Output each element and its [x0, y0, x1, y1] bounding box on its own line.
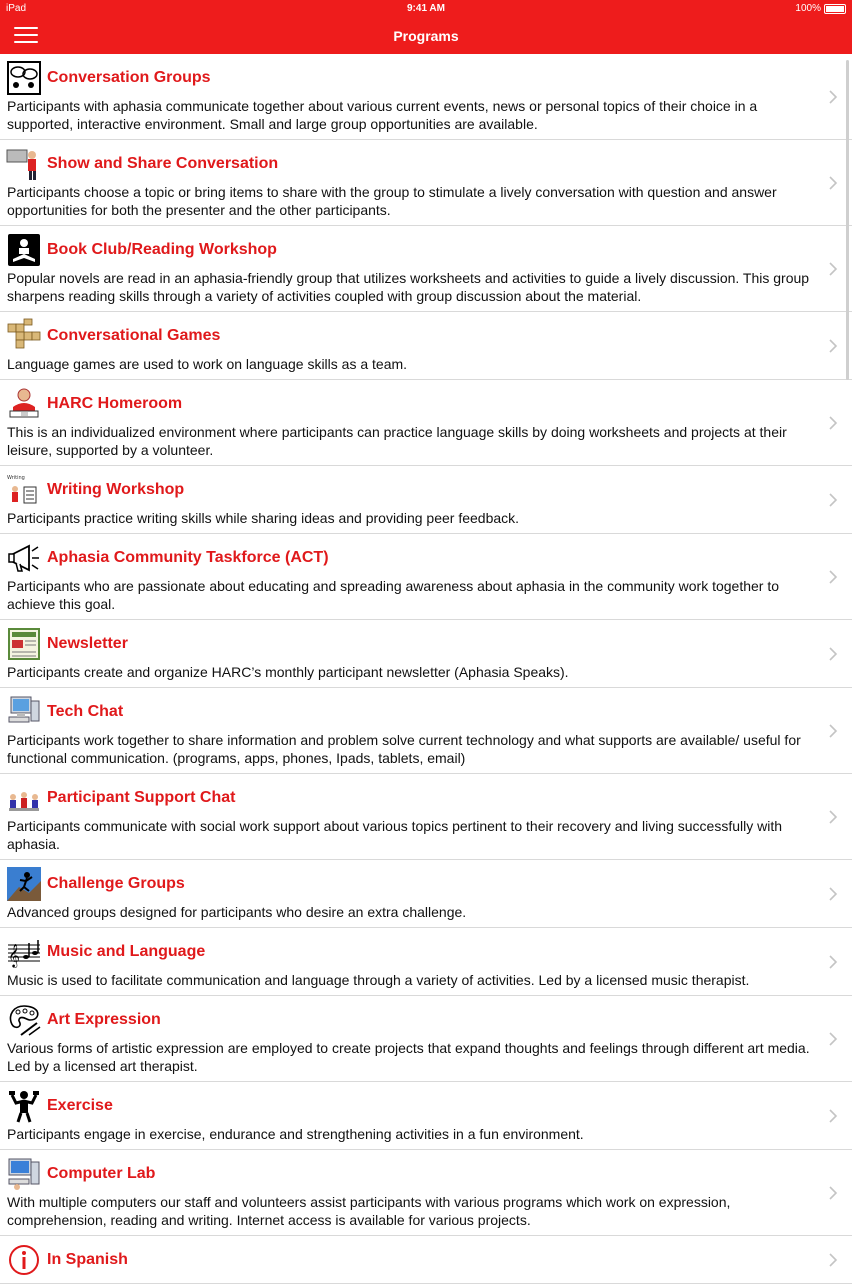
program-row[interactable]: [0, 226, 852, 312]
program-description: Participants communicate with social work support about various topics pertinent to their recovery and living successfully with aphasia.: [7, 818, 783, 852]
program-row[interactable]: [0, 620, 852, 688]
program-description: Participants who are passionate about educating and spreading awareness about aphasia in the community work together to achieve this goal.: [7, 578, 780, 612]
computer-lab-icon: [7, 1157, 41, 1191]
program-title: Show and Share Conversation: [47, 155, 279, 172]
chevron-right-icon: [828, 1031, 838, 1047]
program-row-header: [7, 1243, 812, 1277]
program-description: Various forms of artistic expression are employed to create projects that expand thoughts and feelings through different art media. Led by a licensed art therapist.: [7, 1040, 810, 1074]
chevron-right-icon: [828, 261, 838, 277]
program-description: Participants work together to share information and problem solve current technology and what supports are available/ useful for functional communication. (programs, apps, phones, Ipads, tablets, email): [7, 732, 801, 766]
program-description: Advanced groups designed for participants who desire an extra challenge.: [7, 904, 467, 920]
chevron-right-icon: [828, 886, 838, 902]
program-row-header: [7, 1003, 812, 1037]
program-title: Challenge Groups: [47, 875, 185, 892]
chevron-right-icon: [828, 569, 838, 585]
chevron-right-icon: [828, 89, 838, 105]
program-title: Exercise: [47, 1097, 113, 1114]
program-row-header: [7, 695, 812, 729]
chevron-right-icon: [828, 646, 838, 662]
program-description: Participants with aphasia communicate together about various current events, news or personal topics of their choice in a supported, interactive environment. Small and large group opportunities are available.: [7, 98, 758, 132]
program-description: Participants create and organize HARC’s monthly participant newsletter (Aphasia Speaks).: [7, 664, 569, 680]
program-row-header: [7, 935, 812, 969]
palette-icon: [7, 1003, 41, 1037]
program-description: With multiple computers our staff and volunteers assist participants with various programs which work on expression, comprehension, reading and writing. Internet access is available for various projects.: [7, 1194, 731, 1228]
music-notes-icon: [7, 935, 41, 969]
program-description: Participants practice writing skills while sharing ideas and providing peer feedback.: [7, 510, 520, 526]
program-row[interactable]: [0, 140, 852, 226]
program-row[interactable]: [0, 1150, 852, 1236]
status-time: 9:41 AM: [407, 3, 445, 14]
battery-percent: 100%: [795, 3, 821, 14]
presenter-icon: [7, 147, 41, 181]
program-row[interactable]: [0, 860, 852, 928]
chevron-right-icon: [828, 809, 838, 825]
program-row[interactable]: [0, 380, 852, 466]
program-row[interactable]: [0, 1236, 852, 1284]
svg-text:𝄞: 𝄞: [8, 943, 20, 967]
program-row[interactable]: [0, 1082, 852, 1150]
program-row-header: [7, 61, 812, 95]
chevron-right-icon: [828, 1185, 838, 1201]
chevron-right-icon: [828, 338, 838, 354]
program-row-header: [7, 627, 812, 661]
chevron-right-icon: [828, 1108, 838, 1124]
program-title: Tech Chat: [47, 703, 124, 720]
chevron-right-icon: [828, 954, 838, 970]
program-row[interactable]: [0, 688, 852, 774]
program-row-header: [7, 1157, 812, 1191]
battery-indicator: [795, 3, 846, 14]
program-row-header: [7, 867, 812, 901]
program-row-header: [7, 541, 812, 575]
support-group-icon: [7, 781, 41, 815]
climber-icon: [7, 867, 41, 901]
program-description: This is an individualized environment where participants can practice language skills by doing worksheets and projects at their leisure, supported by a volunteer.: [7, 424, 787, 458]
program-title: Music and Language: [47, 943, 206, 960]
chevron-right-icon: [828, 175, 838, 191]
program-title: Book Club/Reading Workshop: [47, 241, 277, 258]
program-description: Popular novels are read in an aphasia-friendly group that utilizes worksheets and activities to guide a lively discussion. This group sharpens reading skills through a variety of activities coupled with group discussion about the material.: [7, 270, 810, 304]
program-description: Language games are used to work on language skills as a team.: [7, 356, 408, 372]
conversation-icon: [7, 61, 41, 95]
program-description: Music is used to facilitate communication and language through a variety of activities. Led by a licensed music therapist.: [7, 972, 750, 988]
program-description: Participants choose a topic or bring items to share with the group to stimulate a lively conversation with question and answer opportunities for both the presenter and the other participants.: [7, 184, 777, 218]
program-title: Art Expression: [47, 1011, 161, 1028]
device-label: iPad: [6, 3, 27, 14]
exercise-icon: [7, 1089, 41, 1123]
program-row-header: [7, 387, 812, 421]
program-title: HARC Homeroom: [47, 395, 183, 412]
program-title: Newsletter: [47, 635, 128, 652]
program-row-header: [7, 473, 812, 507]
chevron-right-icon: [828, 723, 838, 739]
navigation-bar: [0, 18, 852, 54]
page-title: Programs: [393, 28, 459, 44]
program-title: Conversation Groups: [47, 69, 211, 86]
program-row[interactable]: [0, 928, 852, 996]
computer-icon: [7, 695, 41, 729]
program-row-header: [7, 233, 812, 267]
program-description: Participants engage in exercise, endurance and strengthening activities in a fun environment.: [7, 1126, 584, 1142]
megaphone-icon: [7, 541, 41, 575]
program-row-header: [7, 147, 812, 181]
reading-icon: [7, 233, 41, 267]
program-title: Aphasia Community Taskforce (ACT): [47, 549, 329, 566]
program-row[interactable]: [0, 466, 852, 534]
battery-icon: [824, 4, 846, 14]
info-icon: [7, 1243, 41, 1277]
program-row-header: [7, 1089, 812, 1123]
program-title: Conversational Games: [47, 327, 221, 344]
program-row-header: [7, 781, 812, 815]
student-desk-icon: [7, 387, 41, 421]
scrollbar[interactable]: [846, 60, 849, 380]
svg-text:Writing: Writing: [7, 475, 25, 481]
program-row[interactable]: [0, 312, 852, 380]
program-row[interactable]: [0, 774, 852, 860]
chevron-right-icon: [828, 415, 838, 431]
programs-list: [0, 54, 852, 1284]
crossword-icon: [7, 319, 41, 353]
program-row[interactable]: [0, 534, 852, 620]
program-title: Participant Support Chat: [47, 789, 236, 806]
program-title: In Spanish: [47, 1251, 128, 1268]
program-title: Writing Workshop: [47, 481, 185, 498]
chevron-right-icon: [828, 492, 838, 508]
program-row[interactable]: [0, 996, 852, 1082]
writing-icon: [7, 473, 41, 507]
status-bar: [0, 0, 852, 18]
chevron-right-icon: [828, 1252, 838, 1268]
newsletter-icon: [7, 627, 41, 661]
program-row[interactable]: [0, 54, 852, 140]
program-row-header: [7, 319, 812, 353]
program-title: Computer Lab: [47, 1165, 156, 1182]
